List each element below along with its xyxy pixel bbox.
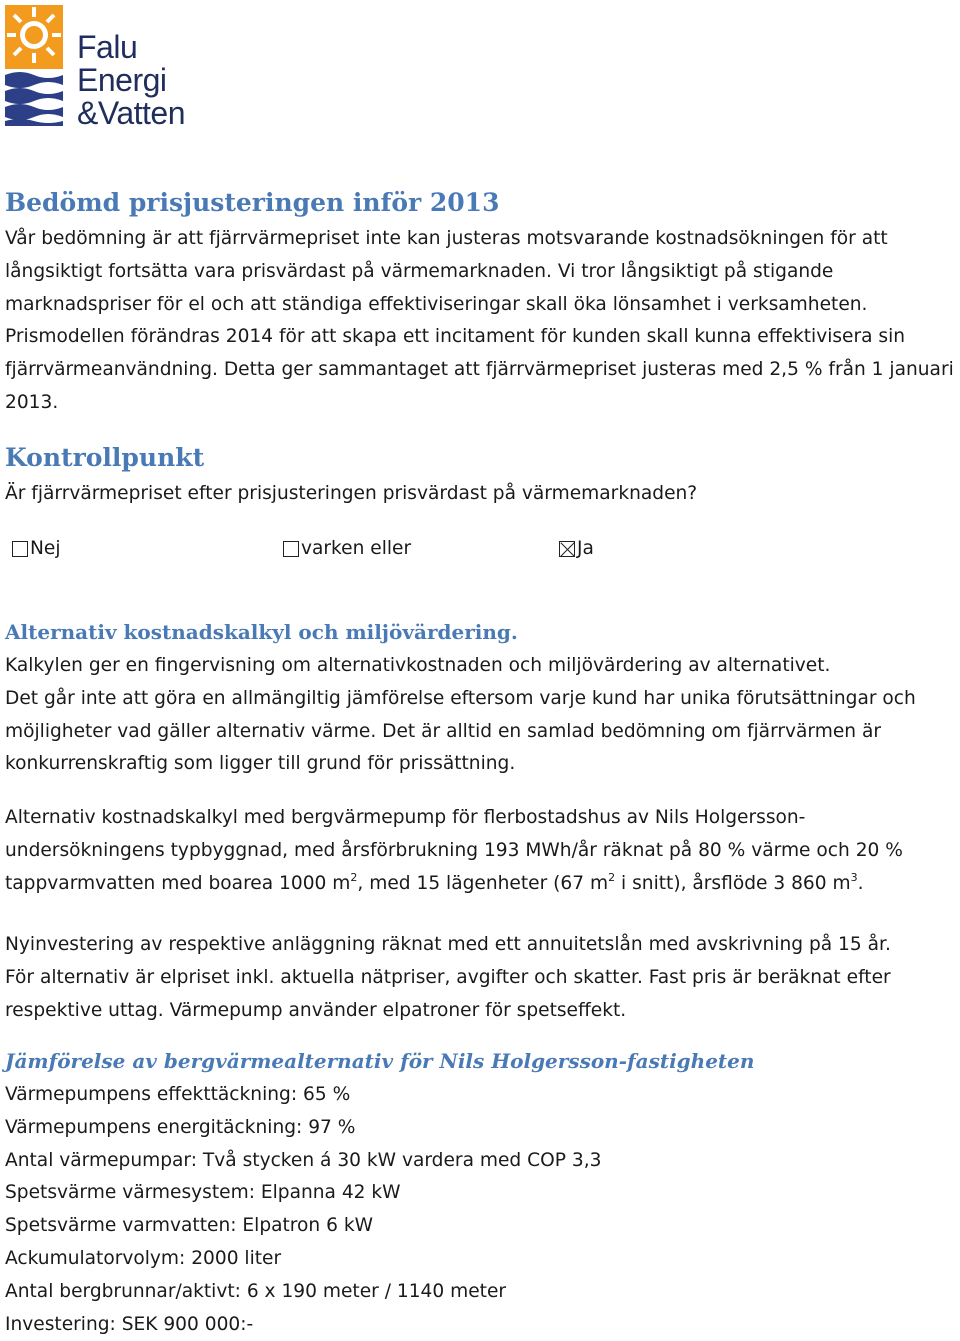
text-line: Kalkylen ger en fingervisning om alternativkostnaden och miljövärdering av alternativet.: [5, 655, 831, 676]
option-label-varken-eller: varken eller: [301, 538, 412, 559]
option-ja[interactable]: [559, 535, 594, 563]
logo-mark-icon: [5, 5, 69, 129]
checkbox-nej[interactable]: [12, 541, 28, 557]
section-heading-jamforelse: Jämförelse av bergvärmealternativ för Nils Holgersson-fastigheten: [5, 1049, 755, 1073]
spec-item: Ackumulatorvolym: 2000 liter: [5, 1247, 282, 1269]
logo-line-2: Energi: [77, 62, 167, 98]
company-logo: [5, 5, 205, 129]
option-nej[interactable]: [12, 535, 61, 563]
section-heading-prisjustering: Bedömd prisjusteringen inför 2013: [5, 188, 500, 217]
text-segment: .: [857, 872, 864, 894]
text-line: Nyinvestering av respektive anläggning räknat med ett annuitetslån med avskrivning på 15 år.: [5, 934, 891, 955]
paragraph-nyinvestering: [5, 929, 960, 1027]
text-line: marknadspriser för el och att ständiga effektiviseringar skall öka lönsamhet i verksamheten.: [5, 293, 868, 315]
kontrollpunkt-question: [5, 478, 960, 511]
paragraph-kalkyl-intro: [5, 650, 960, 781]
question-text: Är fjärrvärmepriset efter prisjusteringen prisvärdast på värmemarknaden?: [5, 483, 698, 504]
checkbox-varken-eller[interactable]: [283, 541, 299, 557]
text-line: undersökningens typbyggnad, med årsförbrukning 193 MWh/år räknat på 80 % värme och 20 %: [5, 839, 903, 861]
spec-item: Spetsvärme varmvatten: Elpatron 6 kW: [5, 1215, 374, 1237]
option-varken-eller[interactable]: [283, 535, 411, 563]
checkbox-ja-checked[interactable]: [559, 541, 575, 557]
text-segment: , med 15 lägenheter (67 m: [357, 872, 609, 894]
paragraph-prisjustering: [5, 223, 960, 420]
option-label-ja: Ja: [577, 538, 594, 559]
text-line: 2013.: [5, 391, 59, 413]
logo-line-3: &Vatten: [77, 95, 185, 131]
section-heading-alternativ-kalkyl: Alternativ kostnadskalkyl och miljövärdering.: [5, 620, 518, 644]
spec-item: Antal bergbrunnar/aktivt: 6 x 190 meter / 1140 meter: [5, 1280, 507, 1302]
superscript: 2: [350, 870, 358, 884]
text-line: respektive uttag. Värmepump använder elpatroner för spetseffekt.: [5, 999, 627, 1021]
text-line: konkurrenskraftig som ligger till grund för prissättning.: [5, 753, 516, 775]
paragraph-kalkyl-typbyggnad: [5, 802, 960, 900]
text-line: Alternativ kostnadskalkyl med bergvärmepump för flerbostadshus av Nils Holgersson-: [5, 807, 806, 828]
spec-item: Värmepumpens energitäckning: 97 %: [5, 1116, 356, 1138]
text-segment: tappvarmvatten med boarea 1000 m: [5, 872, 351, 894]
text-line: fjärrvärmeanvändning. Detta ger sammantaget att fjärrvärmepriset justeras med 2,5 % från 1 januari: [5, 359, 954, 381]
text-line: möjligheter vad gäller alternativ värme. Det är alltid en samlad bedömning om fjärrvärmen är: [5, 720, 882, 742]
text-segment: i snitt), årsflöde 3 860 m: [615, 872, 851, 894]
spec-item: Värmepumpens effekttäckning: 65 %: [5, 1084, 351, 1105]
text-line: långsiktigt fortsätta vara prisvärdast på värmemarknaden. Vi tror långsiktigt på stigande: [5, 260, 834, 282]
superscript: 3: [850, 870, 858, 884]
text-line: För alternativ är elpriset inkl. aktuella nätpriser, avgifter och skatter. Fast pris är beräknat efter: [5, 966, 891, 988]
text-line: Vår bedömning är att fjärrvärmepriset inte kan justeras motsvarande kostnadsökningen för att: [5, 228, 888, 249]
logo-line-1: Falu: [77, 29, 138, 65]
spec-item: Spetsvärme värmesystem: Elpanna 42 kW: [5, 1182, 401, 1204]
logo-wordmark: [77, 31, 185, 130]
spec-item: Investering: SEK 900 000:-: [5, 1313, 254, 1335]
text-line: Prismodellen förändras 2014 för att skapa ett incitament för kunden skall kunna effektivisera sin: [5, 326, 906, 348]
spec-item: Antal värmepumpar: Två stycken á 30 kW vardera med COP 3,3: [5, 1149, 602, 1171]
text-line: Det går inte att göra en allmängiltig jämförelse eftersom varje kund har unika förutsättningar och: [5, 687, 916, 709]
superscript: 2: [608, 870, 616, 884]
section-heading-kontrollpunkt: Kontrollpunkt: [5, 443, 205, 472]
spec-list: [5, 1079, 960, 1341]
option-label-nej: Nej: [30, 538, 61, 559]
text-line-with-units: [5, 868, 960, 901]
